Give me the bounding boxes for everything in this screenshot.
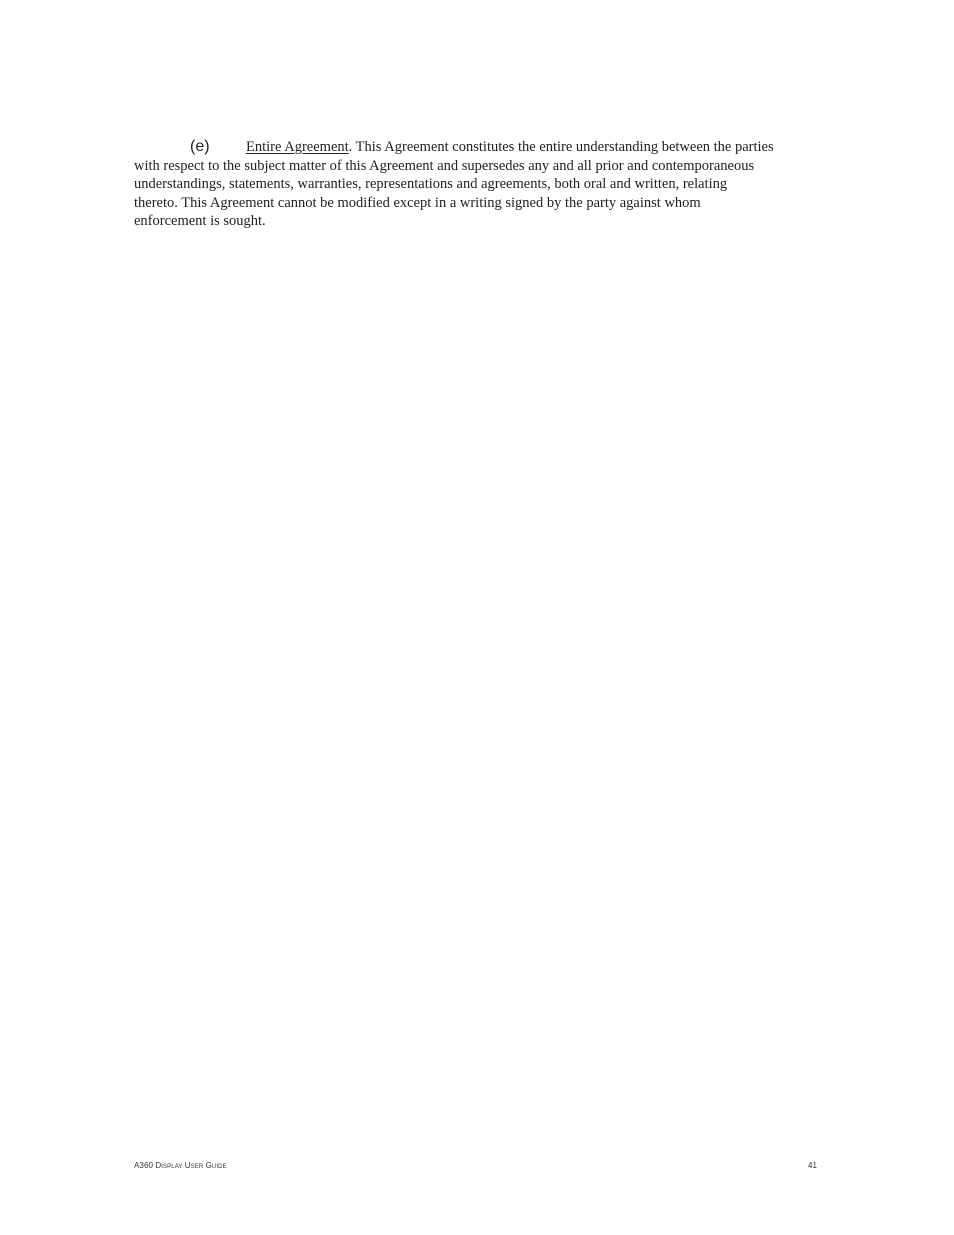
- section-first-line: [134, 138, 824, 157]
- section-heading: Entire Agreement: [246, 139, 349, 155]
- section-line-4: thereto. This Agreement cannot be modified except in a writing signed by the party against whom: [134, 194, 701, 211]
- section-marker: (e): [190, 138, 210, 155]
- footer-page-number: 41: [808, 1161, 817, 1170]
- section-line-1-text: . This Agreement constitutes the entire understanding between the parties: [348, 139, 774, 155]
- section-line-3: understandings, statements, warranties, representations and agreements, both oral and written, relating: [134, 176, 728, 193]
- entire-agreement-section: [134, 138, 824, 231]
- footer-guide-title: A360 Display User Guide: [134, 1161, 227, 1170]
- section-line-5: enforcement is sought.: [134, 213, 266, 230]
- section-line-2: with respect to the subject matter of this Agreement and supersedes any and all prior and contemporaneous: [134, 157, 755, 174]
